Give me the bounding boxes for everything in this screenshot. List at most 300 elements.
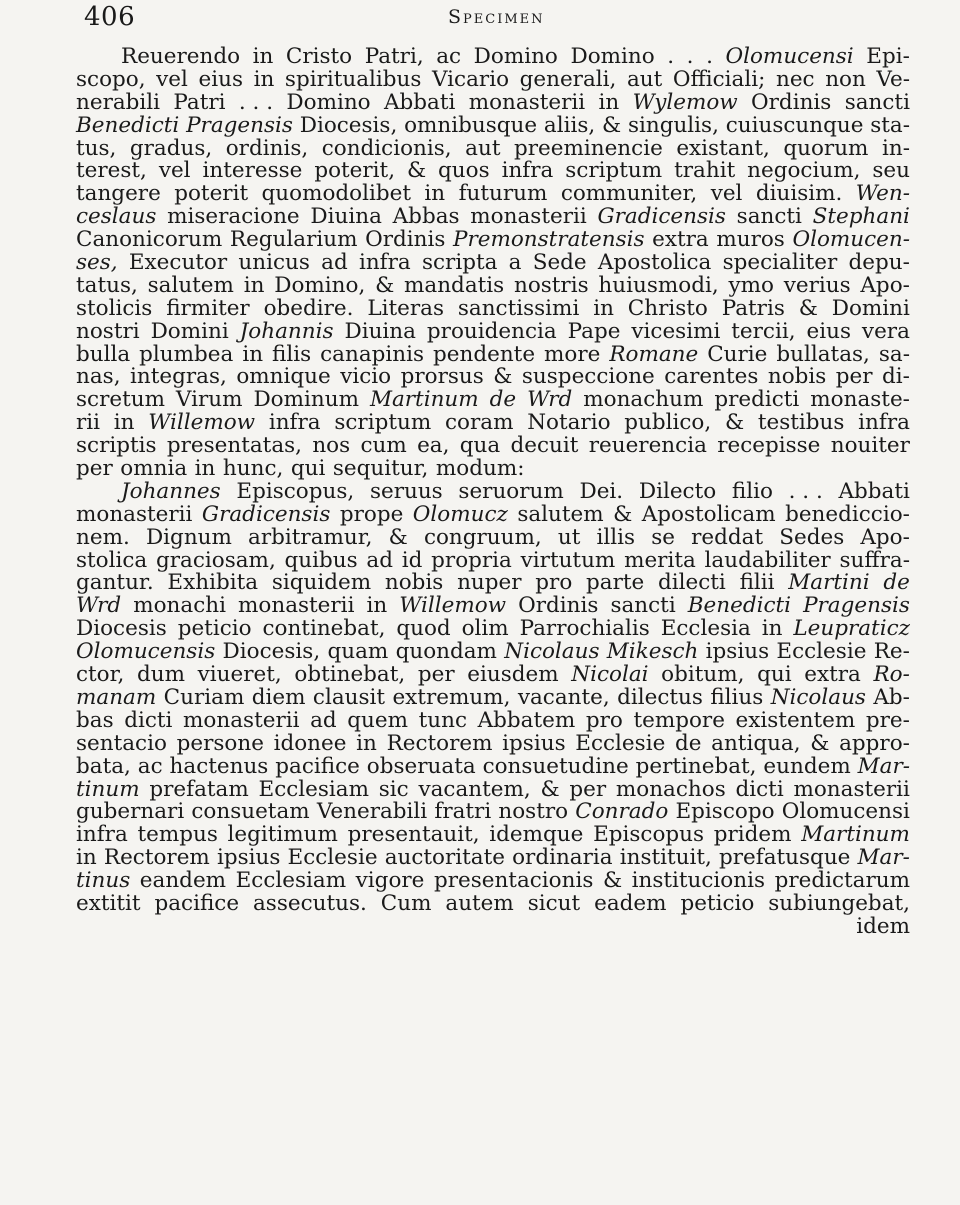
word: testibus (757, 410, 845, 436)
text-line (76, 366, 910, 389)
word: quod (396, 616, 451, 642)
word: modum: (435, 456, 525, 482)
page-number: 406 (84, 2, 136, 32)
word: monachum (583, 387, 704, 413)
word: carentes (664, 364, 759, 390)
text-line (76, 501, 910, 527)
word: in (598, 89, 620, 115)
word: unicus (238, 250, 310, 276)
word: generali, (519, 66, 617, 92)
word: eius (198, 66, 243, 92)
word: aliis, (543, 112, 596, 138)
word: dilecti (658, 570, 726, 596)
word: Ecclesie (776, 639, 867, 665)
word: monachos (615, 776, 726, 802)
word: peticio (177, 616, 252, 642)
word: Nicolaus (770, 684, 866, 710)
word: Diuina (310, 204, 382, 230)
word: ipsius (216, 845, 281, 871)
word: Nicolaus (504, 639, 600, 665)
word: autem (445, 890, 514, 916)
word: Willemow (148, 410, 256, 436)
word: presentauit, (347, 822, 480, 848)
word: Ro- (873, 662, 910, 688)
word: instituit, (619, 845, 712, 871)
word: suspeccione (521, 364, 655, 390)
text-line (76, 295, 910, 321)
word: dicti (735, 776, 784, 802)
word: Willemow (399, 593, 507, 619)
word: monachi (133, 593, 226, 619)
word: hunc, (222, 456, 284, 482)
text-line (76, 572, 910, 595)
word: ctor, (76, 662, 125, 688)
word: scriptis (76, 433, 157, 459)
word: sta- (870, 112, 910, 138)
word: legitimum (227, 822, 338, 848)
word: . . . (788, 478, 823, 504)
word: nobis (767, 364, 827, 390)
word: Patri, (364, 44, 424, 69)
word: Abbati (838, 478, 910, 504)
word: infra (76, 822, 128, 848)
word: omnibusque (404, 112, 538, 138)
word: plumbea (139, 341, 234, 367)
word: Mikesch (606, 639, 699, 665)
word: in (356, 730, 377, 756)
word: & (602, 112, 622, 138)
word: graciosam, (155, 547, 276, 573)
word: Officiali; (672, 66, 766, 92)
word: propria (431, 547, 512, 573)
word: pertinebat, (635, 753, 757, 779)
word: Dilecto (638, 478, 717, 504)
word: gradus, (129, 135, 213, 161)
word: filis (272, 341, 312, 367)
word: sa- (878, 341, 910, 367)
word: aut (465, 135, 501, 161)
word: cum (360, 433, 407, 459)
word: quondam (395, 639, 497, 665)
text-line (76, 89, 910, 115)
word: diuisim. (755, 181, 843, 207)
word: Martinum (801, 822, 910, 848)
word: scretum (76, 387, 165, 413)
word: Johannes (121, 478, 221, 504)
word: institucionis (631, 868, 766, 894)
word: obseruata (366, 753, 476, 779)
word: benediccio- (785, 501, 910, 527)
word: Regularium (229, 227, 358, 253)
word: Mar- (857, 845, 910, 871)
word: & (724, 410, 745, 436)
word: vel (156, 66, 188, 92)
word: Ordinis (518, 593, 599, 619)
word: cuiuscunque (725, 112, 864, 138)
word: Wen- (855, 181, 910, 207)
word: rii (76, 410, 101, 436)
word: salutem (147, 272, 234, 298)
word: decuit (510, 433, 579, 459)
word: gubernari (76, 799, 185, 825)
text-line (76, 412, 910, 435)
word: prefatam (149, 776, 249, 802)
word: presentatas, (166, 433, 303, 459)
word: sic (378, 776, 409, 802)
word: Pragensis (186, 112, 293, 138)
word: dum (137, 662, 186, 688)
word: Parrochialis (519, 616, 650, 642)
word: nouiter (830, 433, 910, 459)
text-line (76, 618, 910, 641)
text-line (76, 252, 910, 275)
text-line (76, 206, 910, 229)
word: id (401, 547, 423, 573)
word: continebat, (262, 616, 386, 642)
word: salutem (517, 501, 604, 527)
word: nostris (513, 272, 589, 298)
word: obedire. (263, 295, 354, 321)
word: appro- (839, 730, 910, 756)
word: Patris (721, 295, 785, 321)
word: Conrado (575, 799, 669, 825)
word: idem (856, 913, 910, 939)
word: in (243, 272, 265, 298)
word: Pragensis (803, 593, 910, 619)
word: Domino (473, 44, 558, 69)
word: existant, (676, 135, 770, 161)
word: presentacionis (433, 868, 594, 894)
word: in (252, 44, 274, 69)
word: monasterii (238, 593, 355, 619)
word: pendente (433, 341, 536, 367)
word: specialiter (722, 250, 838, 276)
word: Notario (527, 410, 611, 436)
word: existentem (735, 707, 856, 733)
word: Ecclesiam (235, 868, 347, 894)
word: . . . (238, 89, 274, 115)
word: singulis, (627, 112, 719, 138)
word: . (686, 44, 694, 69)
word: & (493, 364, 513, 390)
word: merita (624, 547, 696, 573)
word: seu (872, 158, 910, 184)
word: Ecclesiam (258, 776, 369, 802)
word: futurum (458, 181, 548, 207)
word: Leupraticz (793, 616, 910, 642)
word: Sede (532, 250, 587, 276)
text-line (76, 684, 910, 710)
word: & (810, 730, 830, 756)
word: scriptum (334, 410, 432, 436)
word: non (825, 66, 866, 92)
word: Literas (367, 295, 444, 321)
text-line (76, 847, 910, 870)
word: Rectorem (386, 730, 493, 756)
word: depu- (848, 250, 910, 276)
word: & (540, 776, 560, 802)
word: arbitramur, (248, 524, 373, 550)
word: bata, (76, 753, 131, 779)
word: prorsus (400, 364, 484, 390)
text-line (76, 229, 910, 252)
word: communiter, (560, 181, 698, 207)
word: Domini (831, 295, 910, 321)
word: extitit (76, 890, 141, 916)
word: filio (731, 478, 773, 504)
word: Romane (609, 341, 699, 367)
word: sancti (844, 89, 910, 115)
word: Dominum (253, 387, 359, 413)
word: ipsius (705, 639, 770, 665)
text-line (76, 776, 910, 802)
word: dilectus (617, 684, 703, 710)
word: consuetudine (482, 753, 629, 779)
word: spiritualibus (284, 66, 422, 92)
word: eadem (594, 890, 667, 916)
word: Ab- (873, 684, 910, 710)
word: ordinaria (512, 845, 613, 871)
word: eundem (763, 753, 851, 779)
word: Wrd (527, 387, 573, 413)
word: viueret, (197, 662, 282, 688)
word: infra (501, 158, 554, 184)
word: manam (76, 684, 157, 710)
word: ac (436, 44, 462, 69)
word: per (417, 662, 455, 688)
text-line (76, 801, 910, 824)
word: vacantem, (418, 776, 531, 802)
word: pre- (865, 707, 910, 733)
word: parte (586, 570, 645, 596)
word: Christo (627, 295, 708, 321)
text-line (76, 46, 910, 69)
text-line (76, 135, 910, 161)
word: stolicis (76, 295, 153, 321)
word: Benedicti (76, 112, 180, 138)
word: monasterii (76, 501, 193, 527)
word: quem (347, 707, 409, 733)
word: Virum (175, 387, 243, 413)
word: vel (710, 181, 743, 207)
word: stolica (76, 547, 148, 573)
word: in (593, 295, 614, 321)
word: vicesimi (631, 318, 721, 344)
word: Patri (173, 89, 226, 115)
text-line (76, 160, 910, 183)
word: extra (652, 227, 709, 253)
word: in (113, 410, 135, 436)
word: Venerabili (316, 799, 428, 825)
word: filius (710, 684, 764, 710)
word: di- (882, 364, 910, 390)
word: Pape (567, 318, 621, 344)
word: qui (757, 662, 792, 688)
word: congruum, (423, 524, 542, 550)
text-line (76, 183, 910, 206)
word: predictarum (774, 868, 910, 894)
word: in (242, 341, 264, 367)
word: Apo- (860, 524, 910, 550)
word: coram (444, 410, 514, 436)
word: omnique (236, 364, 331, 390)
word: idonee (273, 730, 347, 756)
word: nec (775, 66, 815, 92)
text-line (76, 913, 910, 939)
word: tangere (76, 181, 161, 207)
word: clausit (312, 684, 386, 710)
word: Wrd (76, 593, 122, 619)
word: hactenus (169, 753, 269, 779)
word: ad (366, 547, 394, 573)
text-line (76, 664, 910, 687)
word: Reuerendo (121, 44, 241, 69)
word: pacifice (275, 753, 360, 779)
word: de (674, 730, 702, 756)
word: Olomucensi (781, 799, 910, 825)
word: peticio (680, 890, 755, 916)
word: nostri (76, 318, 140, 344)
word: assecutus. (252, 890, 367, 916)
word: terest, (76, 158, 147, 184)
word: predicti (714, 387, 800, 413)
word: subiungebat, (768, 890, 910, 916)
word: se (651, 524, 675, 550)
word: nos (312, 433, 351, 459)
word: ymo (728, 272, 774, 298)
word: preeminencie (513, 135, 663, 161)
word: monasterii (468, 89, 586, 115)
word: Sedes (779, 524, 845, 550)
word: a (508, 250, 522, 276)
word: vacante, (517, 684, 610, 710)
word: sicut (527, 890, 581, 916)
word: infra (358, 250, 411, 276)
text-line (76, 641, 910, 664)
text-line (76, 547, 910, 573)
word: Abbati (383, 89, 456, 115)
word: illis (596, 524, 636, 550)
text-line (76, 112, 910, 138)
word: tinus (76, 868, 131, 894)
word: miseracione (167, 204, 300, 230)
word: pridem (713, 822, 792, 848)
word: filii (739, 570, 775, 596)
word: Ecclesie (287, 845, 378, 871)
word: in (76, 845, 97, 871)
word: sancti (610, 593, 676, 619)
word: per (835, 364, 873, 390)
word: sequitur, (332, 456, 429, 482)
word: & (388, 524, 408, 550)
word: aut (626, 66, 663, 92)
word: trahit (674, 158, 736, 184)
word: laudabiliter (704, 547, 831, 573)
word: Canonicorum (76, 227, 223, 253)
word: Episcopus, (236, 478, 355, 504)
word: gantur. (76, 570, 154, 596)
word: tempus (137, 822, 218, 848)
word: . (706, 44, 713, 69)
word: suffra- (839, 547, 910, 573)
word: idemque (489, 822, 584, 848)
word: Dignum (145, 524, 232, 550)
text-line (76, 824, 910, 847)
word: sancti (736, 204, 802, 230)
word: in (253, 66, 275, 92)
word: Ve- (876, 66, 910, 92)
word: in (761, 616, 783, 642)
word: consuetam (191, 799, 310, 825)
word: Apo- (860, 272, 910, 298)
word: Benedicti (687, 593, 792, 619)
word: qui (290, 456, 326, 482)
word: monasterii (470, 204, 587, 230)
word: eiusdem (467, 662, 559, 688)
word: sentacio (76, 730, 167, 756)
word: pacifice (154, 890, 240, 916)
word: Diocesis, (299, 112, 398, 138)
body-text (76, 46, 910, 939)
word: quos (438, 158, 490, 184)
text-line (76, 595, 910, 618)
word: Diuina (344, 318, 416, 344)
word: tunc (418, 707, 468, 733)
word: virtutum (520, 547, 616, 573)
word: ordinis, (225, 135, 309, 161)
word: sanctissimi (457, 295, 580, 321)
word: de (489, 387, 517, 413)
running-head: Specimen (448, 6, 545, 28)
word: scripta (421, 250, 498, 276)
word: Olomucen- (792, 227, 910, 253)
word: Gradicensis (201, 501, 331, 527)
word: Dei. (579, 478, 624, 504)
word: poterit, (314, 158, 396, 184)
word: Executor (128, 250, 228, 276)
word: scriptum (565, 158, 663, 184)
word: canapinis (320, 341, 425, 367)
word: Nicolai (571, 662, 649, 688)
word: monasterii (183, 707, 300, 733)
word: Gradicensis (597, 204, 726, 230)
word: Episcopo (675, 799, 775, 825)
word: obitum, (661, 662, 745, 688)
word: ad (321, 250, 348, 276)
word: nostro (498, 799, 569, 825)
text-line (76, 753, 910, 779)
text-line (76, 341, 910, 367)
word: tatus, (76, 272, 138, 298)
word: in (424, 181, 446, 207)
word: quibus (284, 547, 358, 573)
word: Diocesis (76, 616, 167, 642)
word: vera (861, 318, 910, 344)
word: Abbatem (477, 707, 576, 733)
word: vicio (340, 364, 392, 390)
word: Domino (570, 44, 655, 69)
word: auctoritate (384, 845, 505, 871)
word: extremum, (392, 684, 511, 710)
word: Ecclesia (660, 616, 751, 642)
word: more (544, 341, 601, 367)
word: tus, (76, 135, 117, 161)
word: publico, (624, 410, 712, 436)
word: bas (76, 707, 114, 733)
word: in (366, 593, 388, 619)
word: Exhibita (167, 570, 259, 596)
word: omnia (120, 456, 188, 482)
